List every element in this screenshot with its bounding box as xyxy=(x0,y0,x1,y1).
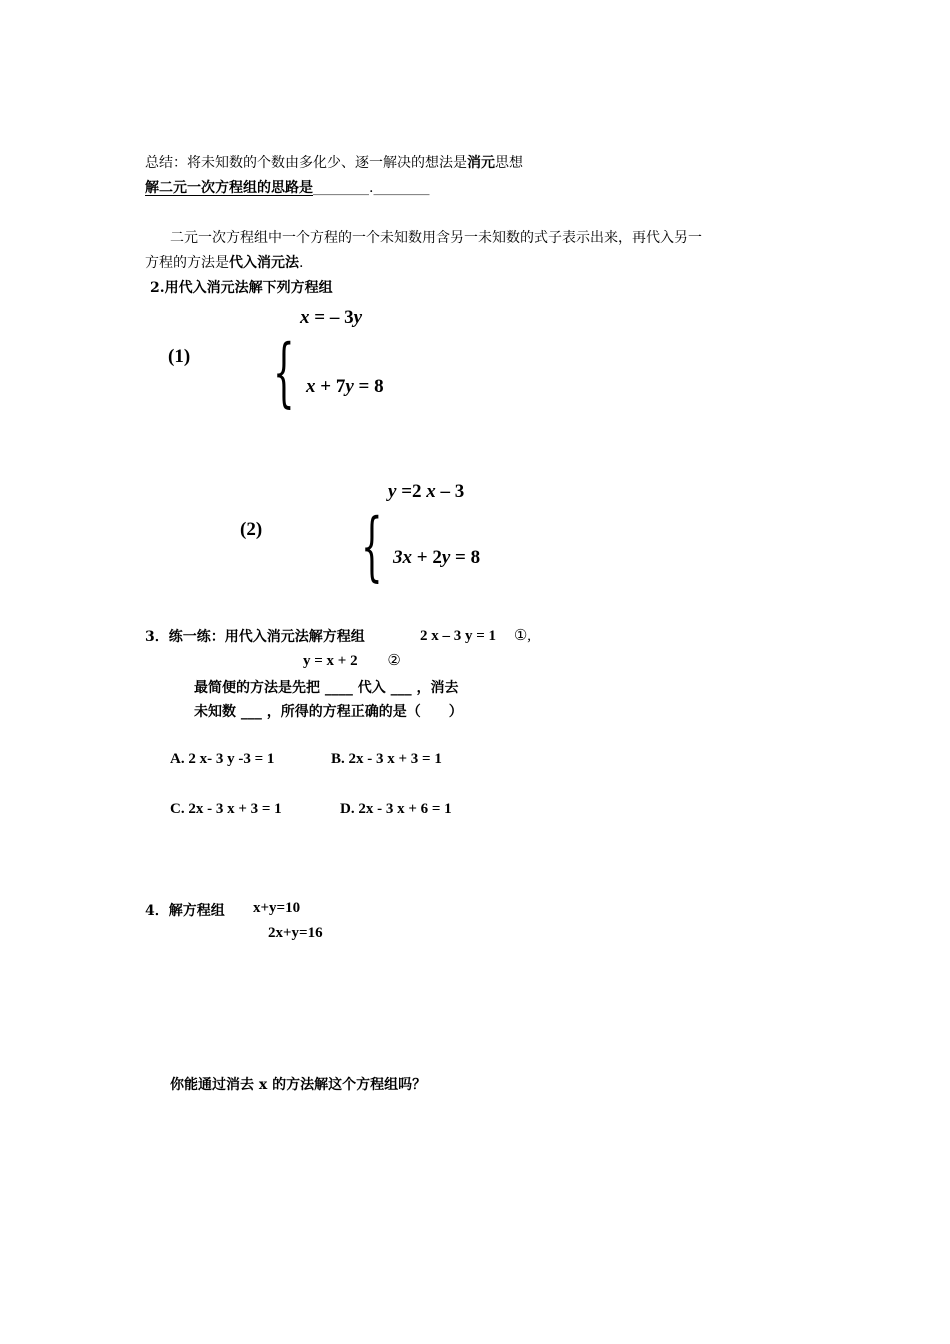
idea-blank: ________.________ xyxy=(313,180,430,196)
problem2-eq2 xyxy=(393,547,480,569)
section4-eq2: 2x+y=16 xyxy=(268,925,323,941)
section3-eq2 xyxy=(303,651,401,670)
var-y: y xyxy=(345,376,354,397)
problem1-label: (1) xyxy=(168,346,191,367)
section4-eq1: x+y=10 xyxy=(253,900,301,916)
definition-suffix: . xyxy=(299,255,304,271)
option-a: A. 2 x- 3 y -3 = 1 xyxy=(170,751,275,767)
idea-text: 解二元一次方程组的思路是 xyxy=(145,180,313,196)
summary-suffix: 思想 xyxy=(495,155,523,171)
summary-line xyxy=(145,152,523,172)
section2-heading: 2.用代入消元法解下列方程组 xyxy=(150,280,333,296)
var-y: y xyxy=(441,547,451,568)
problem2-eq1 xyxy=(388,481,464,503)
eq-part: =2 xyxy=(396,481,427,502)
var-y: y xyxy=(353,307,363,328)
idea-line xyxy=(145,177,429,197)
var-y: y xyxy=(388,481,397,502)
definition-prefix: 方程的方法是 xyxy=(145,255,229,271)
option-d: D. 2x - 3 x + 6 = 1 xyxy=(340,801,452,817)
var-x: x xyxy=(300,307,310,328)
left-brace-icon: { xyxy=(361,504,383,592)
section3-eq1-text: 2 x – 3 y = 1 xyxy=(420,628,497,644)
summary-prefix: 总结：将未知数的个数由多化少、逐一解决的想法是 xyxy=(145,155,467,171)
summary-bold-word: 消元 xyxy=(467,155,495,171)
section3-line1: 最简便的方法是先把 ____ 代入 ___ ，消去 xyxy=(194,680,459,696)
definition-line-2 xyxy=(145,252,303,272)
section3-eq2-text: y = x + 2 xyxy=(303,653,358,669)
definition-line-1: 二元一次方程组中一个方程的一个未知数用含另一未知数的式子表示出来，再代入另一 xyxy=(170,230,702,246)
var-x: x xyxy=(306,376,316,397)
problem1-eq2 xyxy=(306,376,384,398)
circled-two-mark: ② xyxy=(387,653,401,669)
section3-eq1 xyxy=(420,626,531,645)
eq-part: + 7 xyxy=(315,376,346,397)
option-b: B. 2x - 3 x + 3 = 1 xyxy=(331,751,442,767)
eq-part: = 8 xyxy=(450,547,481,568)
definition-bold: 代入消元法 xyxy=(229,255,299,271)
var-x: x xyxy=(426,481,436,502)
problem2-label: (2) xyxy=(240,519,263,540)
eq-part: = 8 xyxy=(353,376,384,397)
var-x: x xyxy=(402,547,412,568)
eq-part: + 2 xyxy=(412,547,442,568)
section3-heading xyxy=(145,626,365,646)
left-brace-icon: { xyxy=(273,330,295,418)
eq-part: = – 3 xyxy=(309,307,354,328)
problem1-eq1 xyxy=(300,307,362,329)
section4-heading: 4．解方程组 xyxy=(145,903,225,919)
circled-one-mark: ①, xyxy=(513,628,532,644)
section4-question: 你能通过消去 x 的方法解这个方程组吗？ xyxy=(170,1077,427,1093)
option-c: C. 2x - 3 x + 3 = 1 xyxy=(170,801,282,817)
section3-heading-text: 3．练一练：用代入消元法解方程组 xyxy=(145,629,365,645)
section3-line2: 未知数 ___ ，所得的方程正确的是（ ） xyxy=(194,704,463,720)
eq-part: – 3 xyxy=(435,481,465,502)
eq-part: 3 xyxy=(393,547,403,568)
